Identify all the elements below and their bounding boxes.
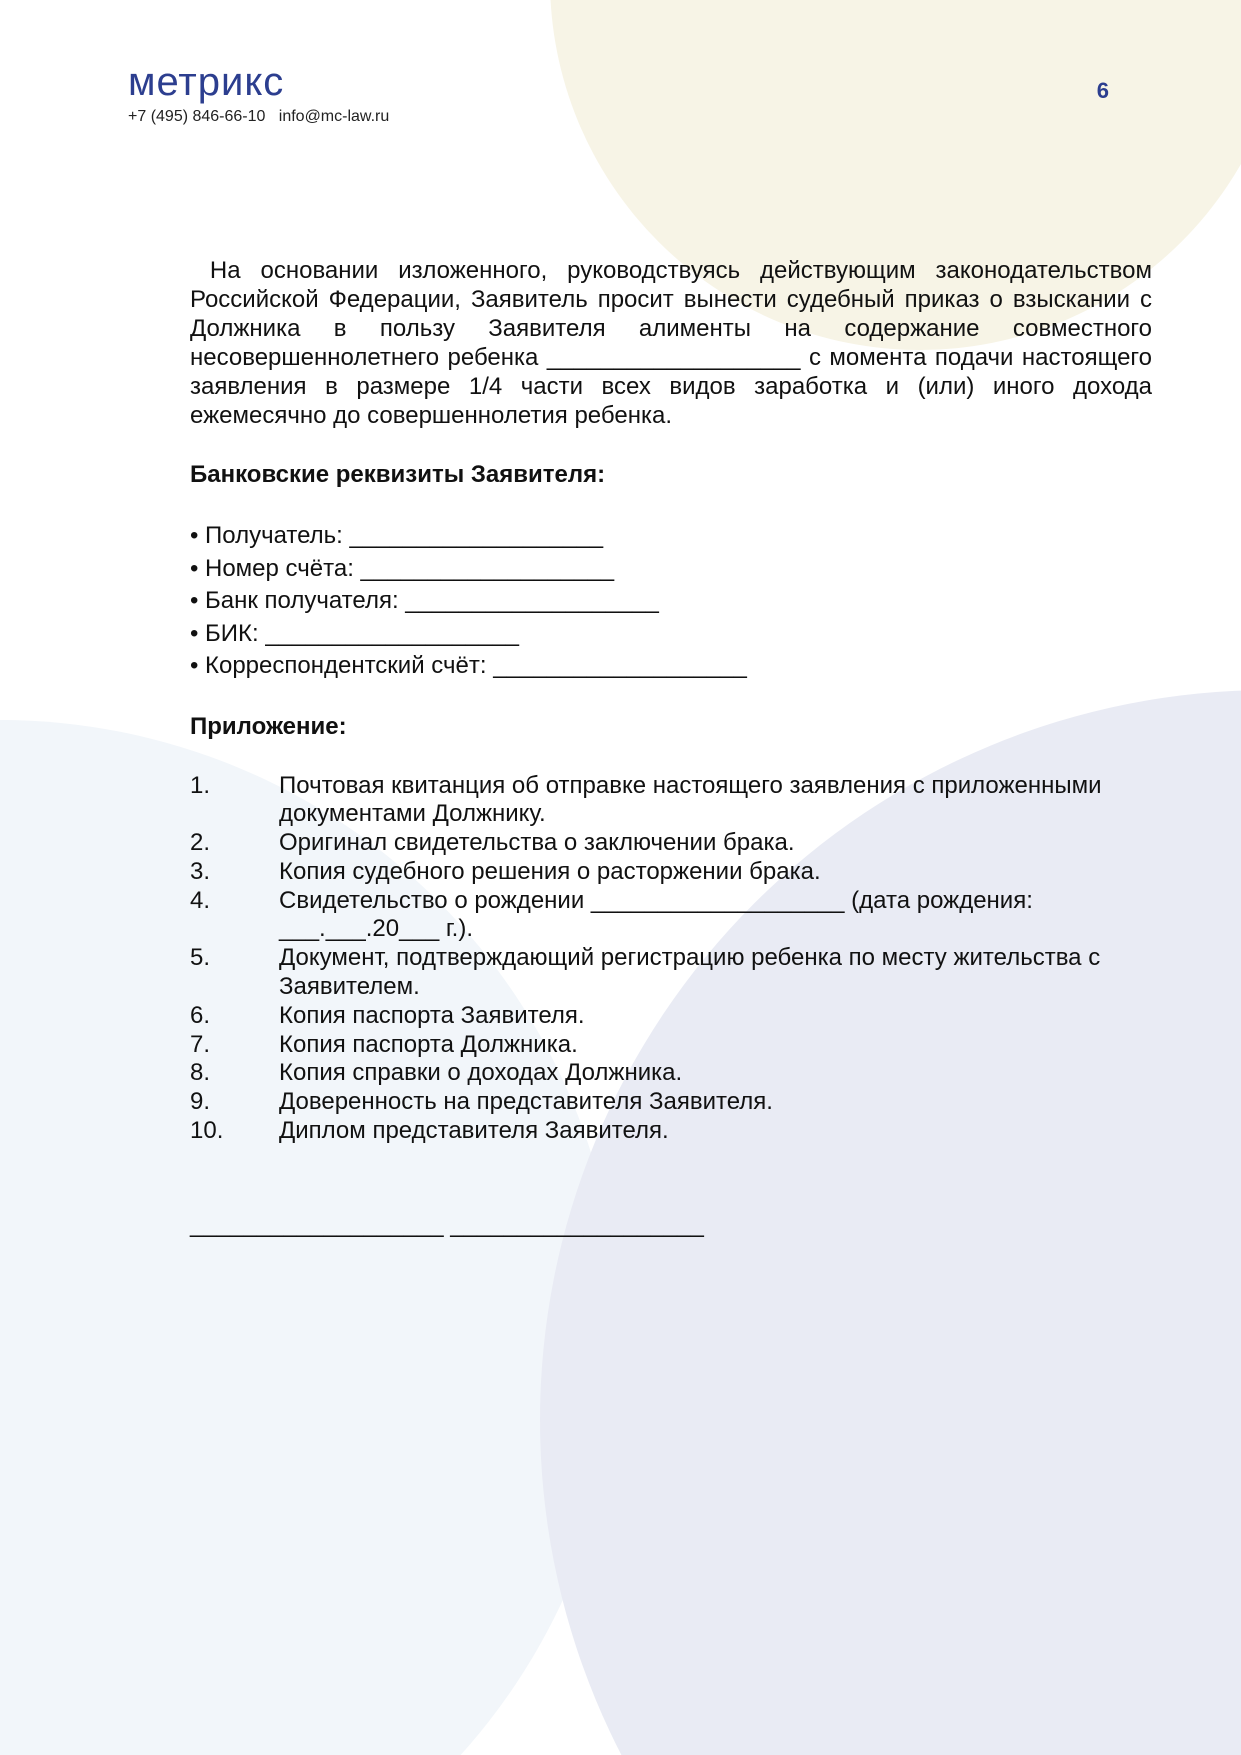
- petition-paragraph: На основании изложенного, руководствуясь действующим законодательством Российской Федерации, Заявитель просит вынести судебный приказ о взыскании с Должника в пользу Заявителя алименты на содержание совместного несовершеннолетнего ребенка ___________________ с момента подачи настоящего заявления в размере 1/4 части всех видов заработка и (или) иного дохода ежемесячно до совершеннолетия ребенка.: [190, 257, 1152, 429]
- item-text: Почтовая квитанция об отправке настоящего заявления с приложенными документами Должнику.: [279, 771, 1102, 828]
- list-item: [190, 553, 1152, 586]
- list-item: [190, 1088, 1152, 1117]
- item-text: Документ, подтверждающий регистрацию ребенка по месту жительства с Заявителем.: [279, 944, 1101, 1001]
- bank-details-list: [190, 520, 1152, 683]
- item-number: 5.: [190, 944, 211, 972]
- appendix-heading: Приложение:: [190, 712, 347, 740]
- item-text: Копия справки о доходах Должника.: [279, 1059, 683, 1087]
- item-text: Копия паспорта Заявителя.: [279, 1001, 585, 1029]
- item-number: 3.: [190, 857, 211, 885]
- list-item: [190, 1031, 1152, 1060]
- bank-detail-text: БИК: ___________________: [205, 619, 519, 647]
- bullet-icon: •: [190, 554, 199, 582]
- item-number: 7.: [190, 1030, 211, 1058]
- signature-line: ___________________ ___________________: [190, 1210, 704, 1238]
- item-number: 2.: [190, 829, 211, 857]
- list-item: [190, 585, 1152, 618]
- item-number: 1.: [190, 771, 211, 799]
- list-item: [190, 772, 1152, 830]
- bank-details-heading: Банковские реквизиты Заявителя:: [190, 461, 606, 488]
- bank-detail-text: Корреспондентский счёт: ___________________: [205, 652, 747, 679]
- company-logo: метрикс: [128, 60, 285, 104]
- contact-info: +7 (495) 846-66-10 info@mc-law.ru: [128, 108, 390, 125]
- item-text: Копия паспорта Должника.: [279, 1030, 578, 1058]
- bank-detail-text: Номер счёта: ___________________: [205, 554, 615, 582]
- item-number: 4.: [190, 886, 211, 914]
- item-text: Оригинал свидетельства о заключении брака.: [279, 829, 795, 857]
- item-text: Свидетельство о рождении ___________________ (дата рождения: ___.___.20___ г.).: [279, 886, 1033, 943]
- item-number: 10.: [190, 1117, 224, 1145]
- item-number: 6.: [190, 1001, 211, 1029]
- letterhead: [128, 62, 389, 126]
- bullet-icon: •: [190, 619, 199, 647]
- list-item: [190, 944, 1152, 1002]
- item-number: 8.: [190, 1059, 211, 1087]
- list-item: [190, 829, 1152, 858]
- list-item: [190, 1059, 1152, 1088]
- list-item: [190, 858, 1152, 887]
- bullet-icon: •: [190, 652, 199, 679]
- item-text: Копия судебного решения о расторжении брака.: [279, 857, 821, 885]
- item-text: Доверенность на представителя Заявителя.: [279, 1088, 773, 1116]
- item-number: 9.: [190, 1088, 211, 1116]
- document-body: [190, 256, 1152, 1239]
- appendix-list: [190, 772, 1152, 1146]
- bullet-icon: •: [190, 587, 199, 614]
- list-item: [190, 887, 1152, 945]
- page-number: 6: [1096, 78, 1109, 103]
- bullet-icon: •: [190, 522, 199, 549]
- list-item: [190, 650, 1152, 683]
- bank-detail-text: Банк получателя: ___________________: [205, 587, 659, 614]
- list-item: [190, 520, 1152, 553]
- list-item: [190, 1002, 1152, 1031]
- list-item: [190, 618, 1152, 651]
- list-item: [190, 1117, 1152, 1146]
- bank-detail-text: Получатель: ___________________: [205, 522, 604, 549]
- item-text: Диплом представителя Заявителя.: [279, 1117, 669, 1145]
